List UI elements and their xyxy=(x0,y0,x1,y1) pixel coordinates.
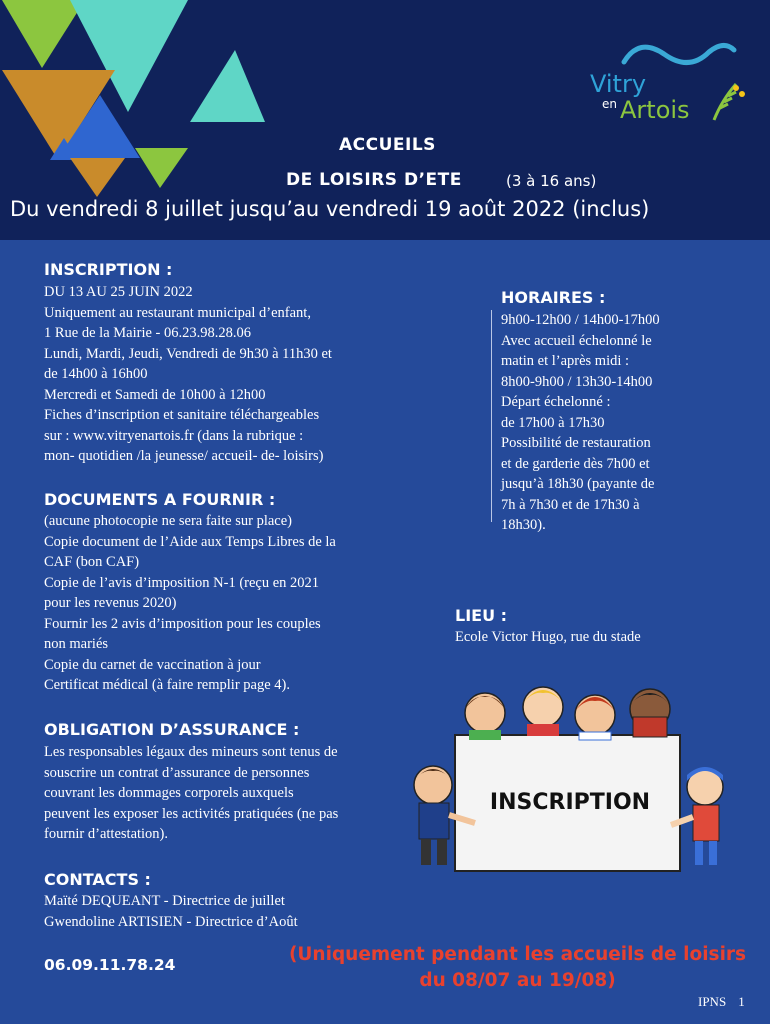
kid-2 xyxy=(523,687,563,736)
horaires-title: HORAIRES : xyxy=(501,288,606,307)
footer xyxy=(698,994,745,1010)
horaires-line: de 17h00 à 17h30 xyxy=(501,414,605,431)
documents-line: (aucune photocopie ne sera faite sur place) xyxy=(44,513,292,529)
period-dates: Du vendredi 8 juillet jusqu’au vendredi 19 août 2022 (inclus) xyxy=(10,197,650,221)
documents-title: DOCUMENTS A FOURNIR : xyxy=(44,490,276,509)
title-loisirs: DE LOISIRS D’ETE xyxy=(286,170,462,190)
inscription-line: Mercredi et Samedi de 10h00 à 12h00 xyxy=(44,386,266,403)
contacts-body xyxy=(44,891,298,932)
contact-phone[interactable]: 06.09.11.78.24 xyxy=(44,956,176,974)
kids-with-board-illustration xyxy=(405,675,735,875)
documents-line: Copie de l’avis d’imposition N-1 (reçu en 2021 xyxy=(44,574,320,591)
inscription-link-line[interactable]: sur : www.vitryenartois.fr (dans la rubrique : xyxy=(44,427,304,444)
vitry-en-artois-logo xyxy=(584,32,764,132)
assurance-body xyxy=(44,742,338,845)
logo-word-artois: Artois xyxy=(620,96,690,124)
documents-line: Fournir les 2 avis d’imposition pour les couples xyxy=(44,615,321,632)
footer-ipns: IPNS xyxy=(698,994,727,1009)
horaires-line: 9h00-12h00 / 14h00-17h00 xyxy=(501,312,660,328)
documents-line: Copie du carnet de vaccination à jour xyxy=(44,656,261,673)
board-label-inscription: INSCRIPTION xyxy=(489,790,651,815)
kid-4 xyxy=(630,689,670,737)
assurance-line: couvrant les dommages corporels auxquels xyxy=(44,785,294,801)
documents-body xyxy=(44,511,336,696)
inscription-line: Uniquement au restaurant municipal d’enfant, xyxy=(44,304,311,321)
triangle-orange-small xyxy=(70,158,125,197)
inscription-line: mon- quotidien /la jeunesse/ accueil- de- loisirs) xyxy=(44,448,324,464)
page-number: 1 xyxy=(738,994,745,1009)
notice-red xyxy=(270,942,765,994)
documents-line: CAF (bon CAF) xyxy=(44,554,140,570)
inscription-line: DU 13 AU 25 JUIN 2022 xyxy=(44,284,193,300)
inscription-title: INSCRIPTION : xyxy=(44,260,173,279)
horaires-line: 18h30). xyxy=(501,517,546,533)
triangle-teal-right xyxy=(190,50,265,122)
logo-swoosh xyxy=(624,45,734,62)
horaires-line: Avec accueil échelonné le xyxy=(501,332,652,349)
logo-wheat-icon xyxy=(714,84,736,120)
logo-word-vitry: Vitry xyxy=(590,70,647,98)
documents-line: pour les revenus 2020) xyxy=(44,595,177,611)
horaires-line: matin et l’après midi : xyxy=(501,353,630,369)
documents-line: Certificat médical (à faire remplir page 4). xyxy=(44,677,290,693)
notice-line-1: (Uniquement pendant les accueils de loisirs xyxy=(288,944,747,965)
horaires-line: Possibilité de restauration xyxy=(501,435,651,451)
contacts-title: CONTACTS : xyxy=(44,870,151,889)
assurance-line: souscrire un contrat d’assurance de personnes xyxy=(44,764,310,781)
documents-line: Copie document de l’Aide aux Temps Libres de la xyxy=(44,533,336,550)
horaires-line: 7h à 7h30 et de 17h30 à xyxy=(501,496,640,513)
kid-3 xyxy=(575,695,615,740)
documents-line: non mariés xyxy=(44,636,109,652)
horaires-line: Départ échelonné : xyxy=(501,394,611,410)
assurance-line: Les responsables légaux des mineurs sont tenus de xyxy=(44,744,338,760)
contact-line: Gwendoline ARTISIEN - Directrice d’Août xyxy=(44,913,298,930)
assurance-line: fournir d’attestation). xyxy=(44,826,169,842)
decorative-triangles xyxy=(0,0,270,200)
inscription-line: Lundi, Mardi, Jeudi, Vendredi de 9h30 à 11h30 et xyxy=(44,345,332,362)
triangle-green-top xyxy=(2,0,85,68)
inscription-line: Fiches d’inscription et sanitaire téléchargeables xyxy=(44,407,320,423)
notice-line-2: du 08/07 au 19/08) xyxy=(419,970,616,991)
horaires-line: et de garderie dès 7h00 et xyxy=(501,455,650,472)
horaires-divider xyxy=(491,310,492,522)
lieu-title: LIEU : xyxy=(455,606,508,625)
horaires-line: 8h00-9h00 / 13h30-14h00 xyxy=(501,373,653,390)
title-accueils: ACCUEILS xyxy=(339,135,436,155)
inscription-body xyxy=(44,282,332,467)
kid-1 xyxy=(465,693,505,740)
horaires-line: jusqu’à 18h30 (payante de xyxy=(501,476,655,492)
assurance-line: peuvent les exposer les activités pratiquées (ne pas xyxy=(44,805,339,822)
inscription-line: de 14h00 à 16h00 xyxy=(44,366,148,382)
horaires-body xyxy=(501,310,660,536)
age-range: (3 à 16 ans) xyxy=(506,172,597,190)
logo-word-en: en xyxy=(602,97,617,111)
assurance-title: OBLIGATION D’ASSURANCE : xyxy=(44,720,300,739)
lieu-body: Ecole Victor Hugo, rue du stade xyxy=(455,629,641,645)
triangle-green-small xyxy=(135,148,188,188)
contact-line: Maïté DEQUEANT - Directrice de juillet xyxy=(44,893,285,909)
inscription-line: 1 Rue de la Mairie - 06.23.98.28.06 xyxy=(44,325,251,341)
